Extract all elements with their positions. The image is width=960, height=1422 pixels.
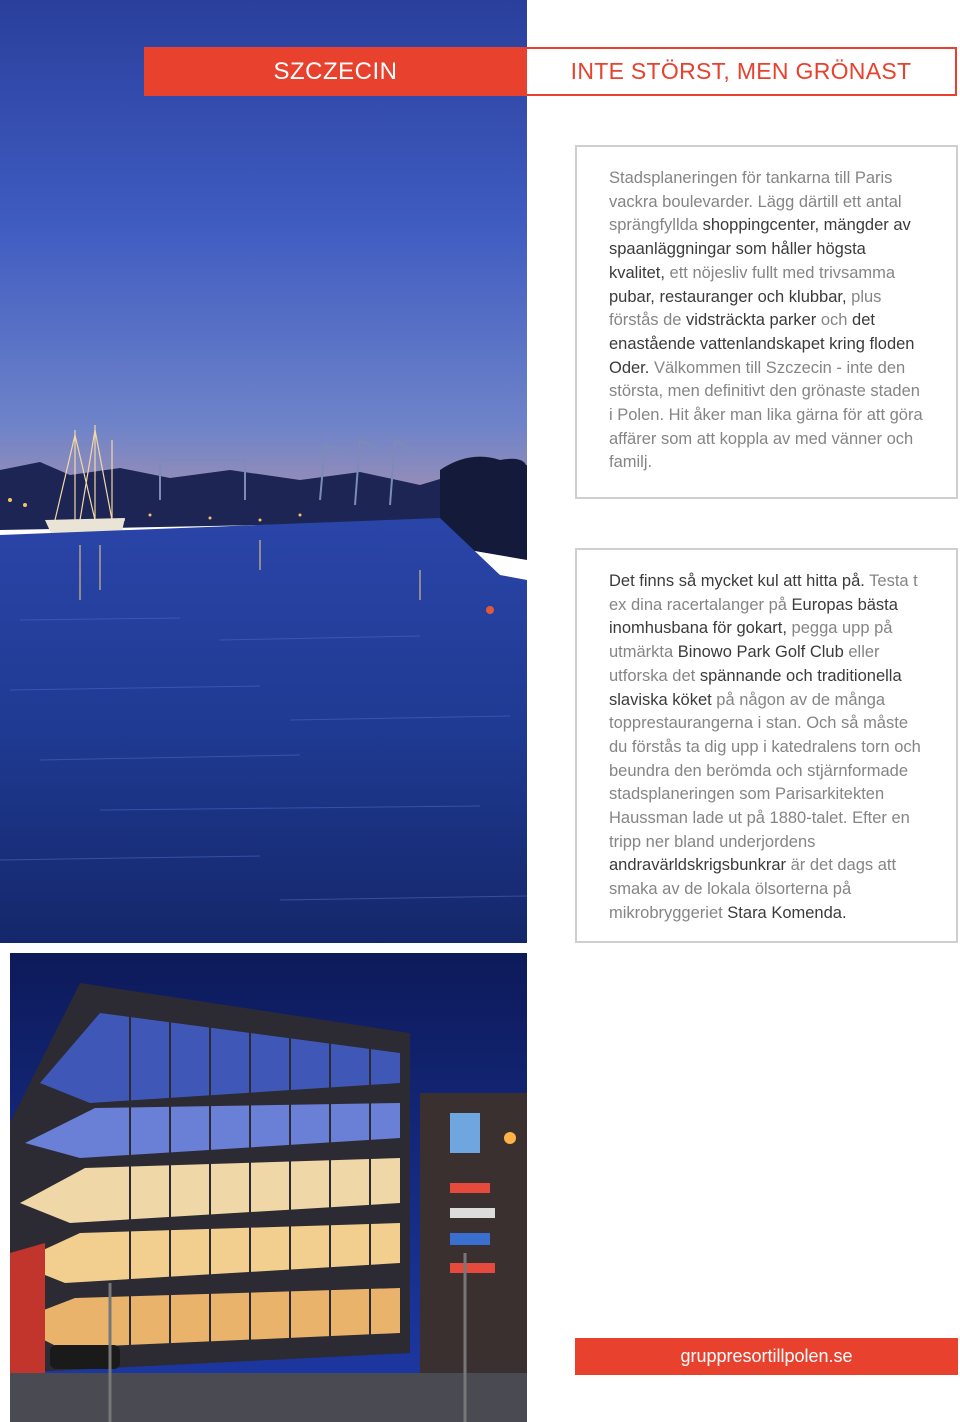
- highlight-text: det enastående vattenlandskapet kring floden Oder.: [609, 311, 915, 377]
- city-title: SZCZECIN: [273, 57, 398, 85]
- intro-paragraph: [609, 167, 926, 475]
- highlight-text: Europas bästa inomhusbana för gokart,: [609, 595, 898, 638]
- gk-sign: [450, 1113, 480, 1153]
- body-text: pegga upp på utmärkta: [609, 619, 893, 662]
- body-text: ett nöjesliv fullt med trivsamma: [664, 263, 896, 282]
- website-link[interactable]: gruppresortillpolen.se: [680, 1346, 853, 1366]
- website-bar[interactable]: [575, 1338, 958, 1375]
- body-text: eller utforska det: [609, 643, 880, 685]
- highlight-text: pubar, restauranger och klubbar,: [609, 287, 847, 306]
- body-text: är det dags att smaka av de lokala ölsorterna på mikrobryggeriet: [609, 856, 897, 922]
- city-title-bar: [144, 47, 527, 96]
- highlight-text: shoppingcenter, mängder av spaanläggningar som håller högsta kvalitet,: [609, 216, 911, 282]
- body-text: Välkommen till Szczecin - inte den största, men definitivt den grönaste staden i Polen. Hit åker man lika gärna för att göra affärer som att koppla av med vänner och familj.: [609, 358, 923, 472]
- highlight-text: vidsträckta parker: [686, 311, 817, 330]
- highlight-text: andravärldskrigsbunkrar: [609, 856, 786, 875]
- highlight-text: Det finns så mycket kul att hitta på.: [609, 572, 865, 590]
- highlight-text: Binowo Park Golf Club: [677, 643, 844, 662]
- highlight-text: spännande och traditionella slaviska köket: [609, 666, 902, 709]
- activities-paragraph: [609, 570, 926, 926]
- activities-text-box: [575, 548, 958, 943]
- tagline-bar: [527, 47, 957, 96]
- tagline: INTE STÖRST, MEN GRÖNAST: [570, 58, 912, 84]
- body-text: plus förstås de: [609, 287, 882, 330]
- body-text: Testa t ex dina racertalanger på: [609, 572, 918, 614]
- body-text: på någon av de många topprestaurangerna i stan. Och så måste du förstås ta dig upp i katedralens torn och beundra den berömda och stjärnformade stadsplaneringen som Parisarkitekten Haussman lade ut på 1880-talet. Efter en tripp ner bland underjordens: [609, 690, 921, 851]
- body-text: och: [816, 311, 853, 330]
- highlight-text: Stara Komenda.: [727, 903, 847, 922]
- body-text: Stadsplaneringen för tankarna till Paris vackra boulevarder. Lägg därtill ett antal sprängfyllda: [609, 169, 902, 235]
- intro-text-box: [575, 145, 958, 499]
- shopping-mall-photo: [10, 953, 527, 1422]
- harbor-photo: [0, 0, 527, 943]
